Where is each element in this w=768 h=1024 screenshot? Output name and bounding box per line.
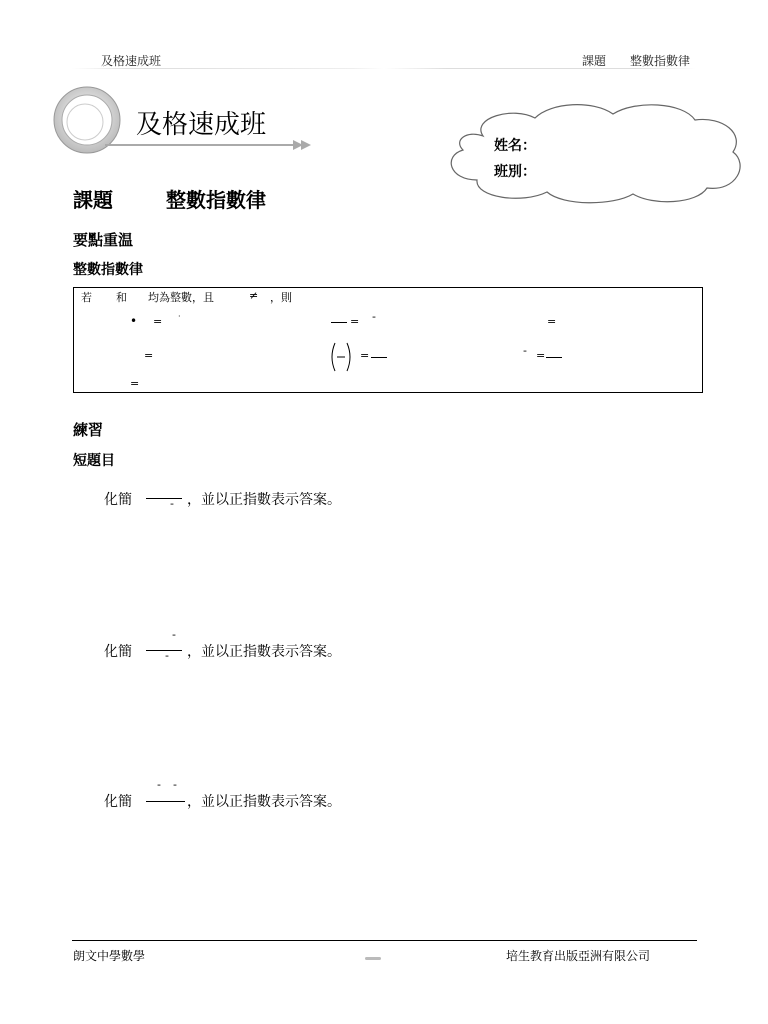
question-2-verb: 化簡: [104, 644, 132, 660]
law-2-fraction-bar: [331, 322, 347, 323]
law-2-minus: -: [372, 310, 376, 323]
question-1-minus: -: [170, 497, 174, 510]
topic-label: 課題: [73, 188, 113, 212]
name-label: 姓名：: [494, 138, 536, 154]
law-intro-if: 若: [81, 291, 92, 304]
law-6-fraction-bar: [546, 357, 562, 358]
law-7-eq: =: [130, 377, 140, 390]
review-heading: 要點重温: [73, 231, 134, 249]
law-5-parentheses: [328, 342, 354, 372]
question-2-instruction: ，並以正指數表示答案。: [187, 644, 341, 660]
question-1-fraction-bar: [146, 498, 182, 499]
law-1-eq: =: [153, 315, 163, 328]
page-number-mark: [365, 957, 381, 960]
question-3-fraction-bar: [146, 801, 185, 802]
law-5-fraction-bar: [371, 357, 387, 358]
law-5-eq: =: [360, 349, 370, 362]
law-6-minus: -: [523, 344, 527, 357]
question-2-minus-bottom: -: [165, 649, 169, 662]
footer-left: 朗文中學數學: [73, 949, 146, 963]
question-3-minus-b: -: [173, 778, 177, 791]
question-1-verb: 化簡: [104, 492, 132, 508]
index-laws-box: [73, 287, 703, 393]
law-intro-then: ，則: [270, 291, 292, 304]
law-intro-integers: 均為整數，且: [148, 291, 214, 304]
cloud-icon: [443, 100, 749, 206]
question-3-verb: 化簡: [104, 794, 132, 810]
law-3-eq: =: [547, 315, 557, 328]
header-topic-label: 課題: [582, 54, 607, 68]
class-label: 班別：: [494, 164, 536, 180]
review-subheading: 整數指數律: [73, 262, 143, 278]
header-topic-name: 整數指數律: [630, 54, 691, 68]
question-3-instruction: ，並以正指數表示答案。: [187, 794, 341, 810]
question-2-fraction-bar: [146, 650, 182, 651]
topic-name: 整數指數律: [166, 188, 266, 212]
practice-heading: 練習: [73, 421, 104, 439]
law-1-bullet: •: [130, 314, 138, 328]
banner-title: 及格速成班: [136, 110, 267, 140]
law-neq: ≠: [249, 289, 259, 302]
header-rule: [72, 68, 696, 69]
question-2-minus-top: -: [172, 628, 176, 641]
law-intro-and: 和: [116, 291, 127, 304]
footer-rule: [72, 940, 697, 941]
question-1-instruction: ，並以正指數表示答案。: [187, 492, 341, 508]
law-1-dot: ·: [178, 312, 181, 321]
practice-subheading: 短題目: [73, 453, 115, 469]
law-2-eq: =: [350, 315, 360, 328]
law-6-eq: =: [536, 349, 546, 362]
question-3-minus-a: -: [157, 778, 161, 791]
law-4-eq: =: [144, 349, 154, 362]
header-left: 及格速成班: [101, 54, 162, 68]
footer-right: 培生教育出版亞洲有限公司: [506, 949, 651, 963]
